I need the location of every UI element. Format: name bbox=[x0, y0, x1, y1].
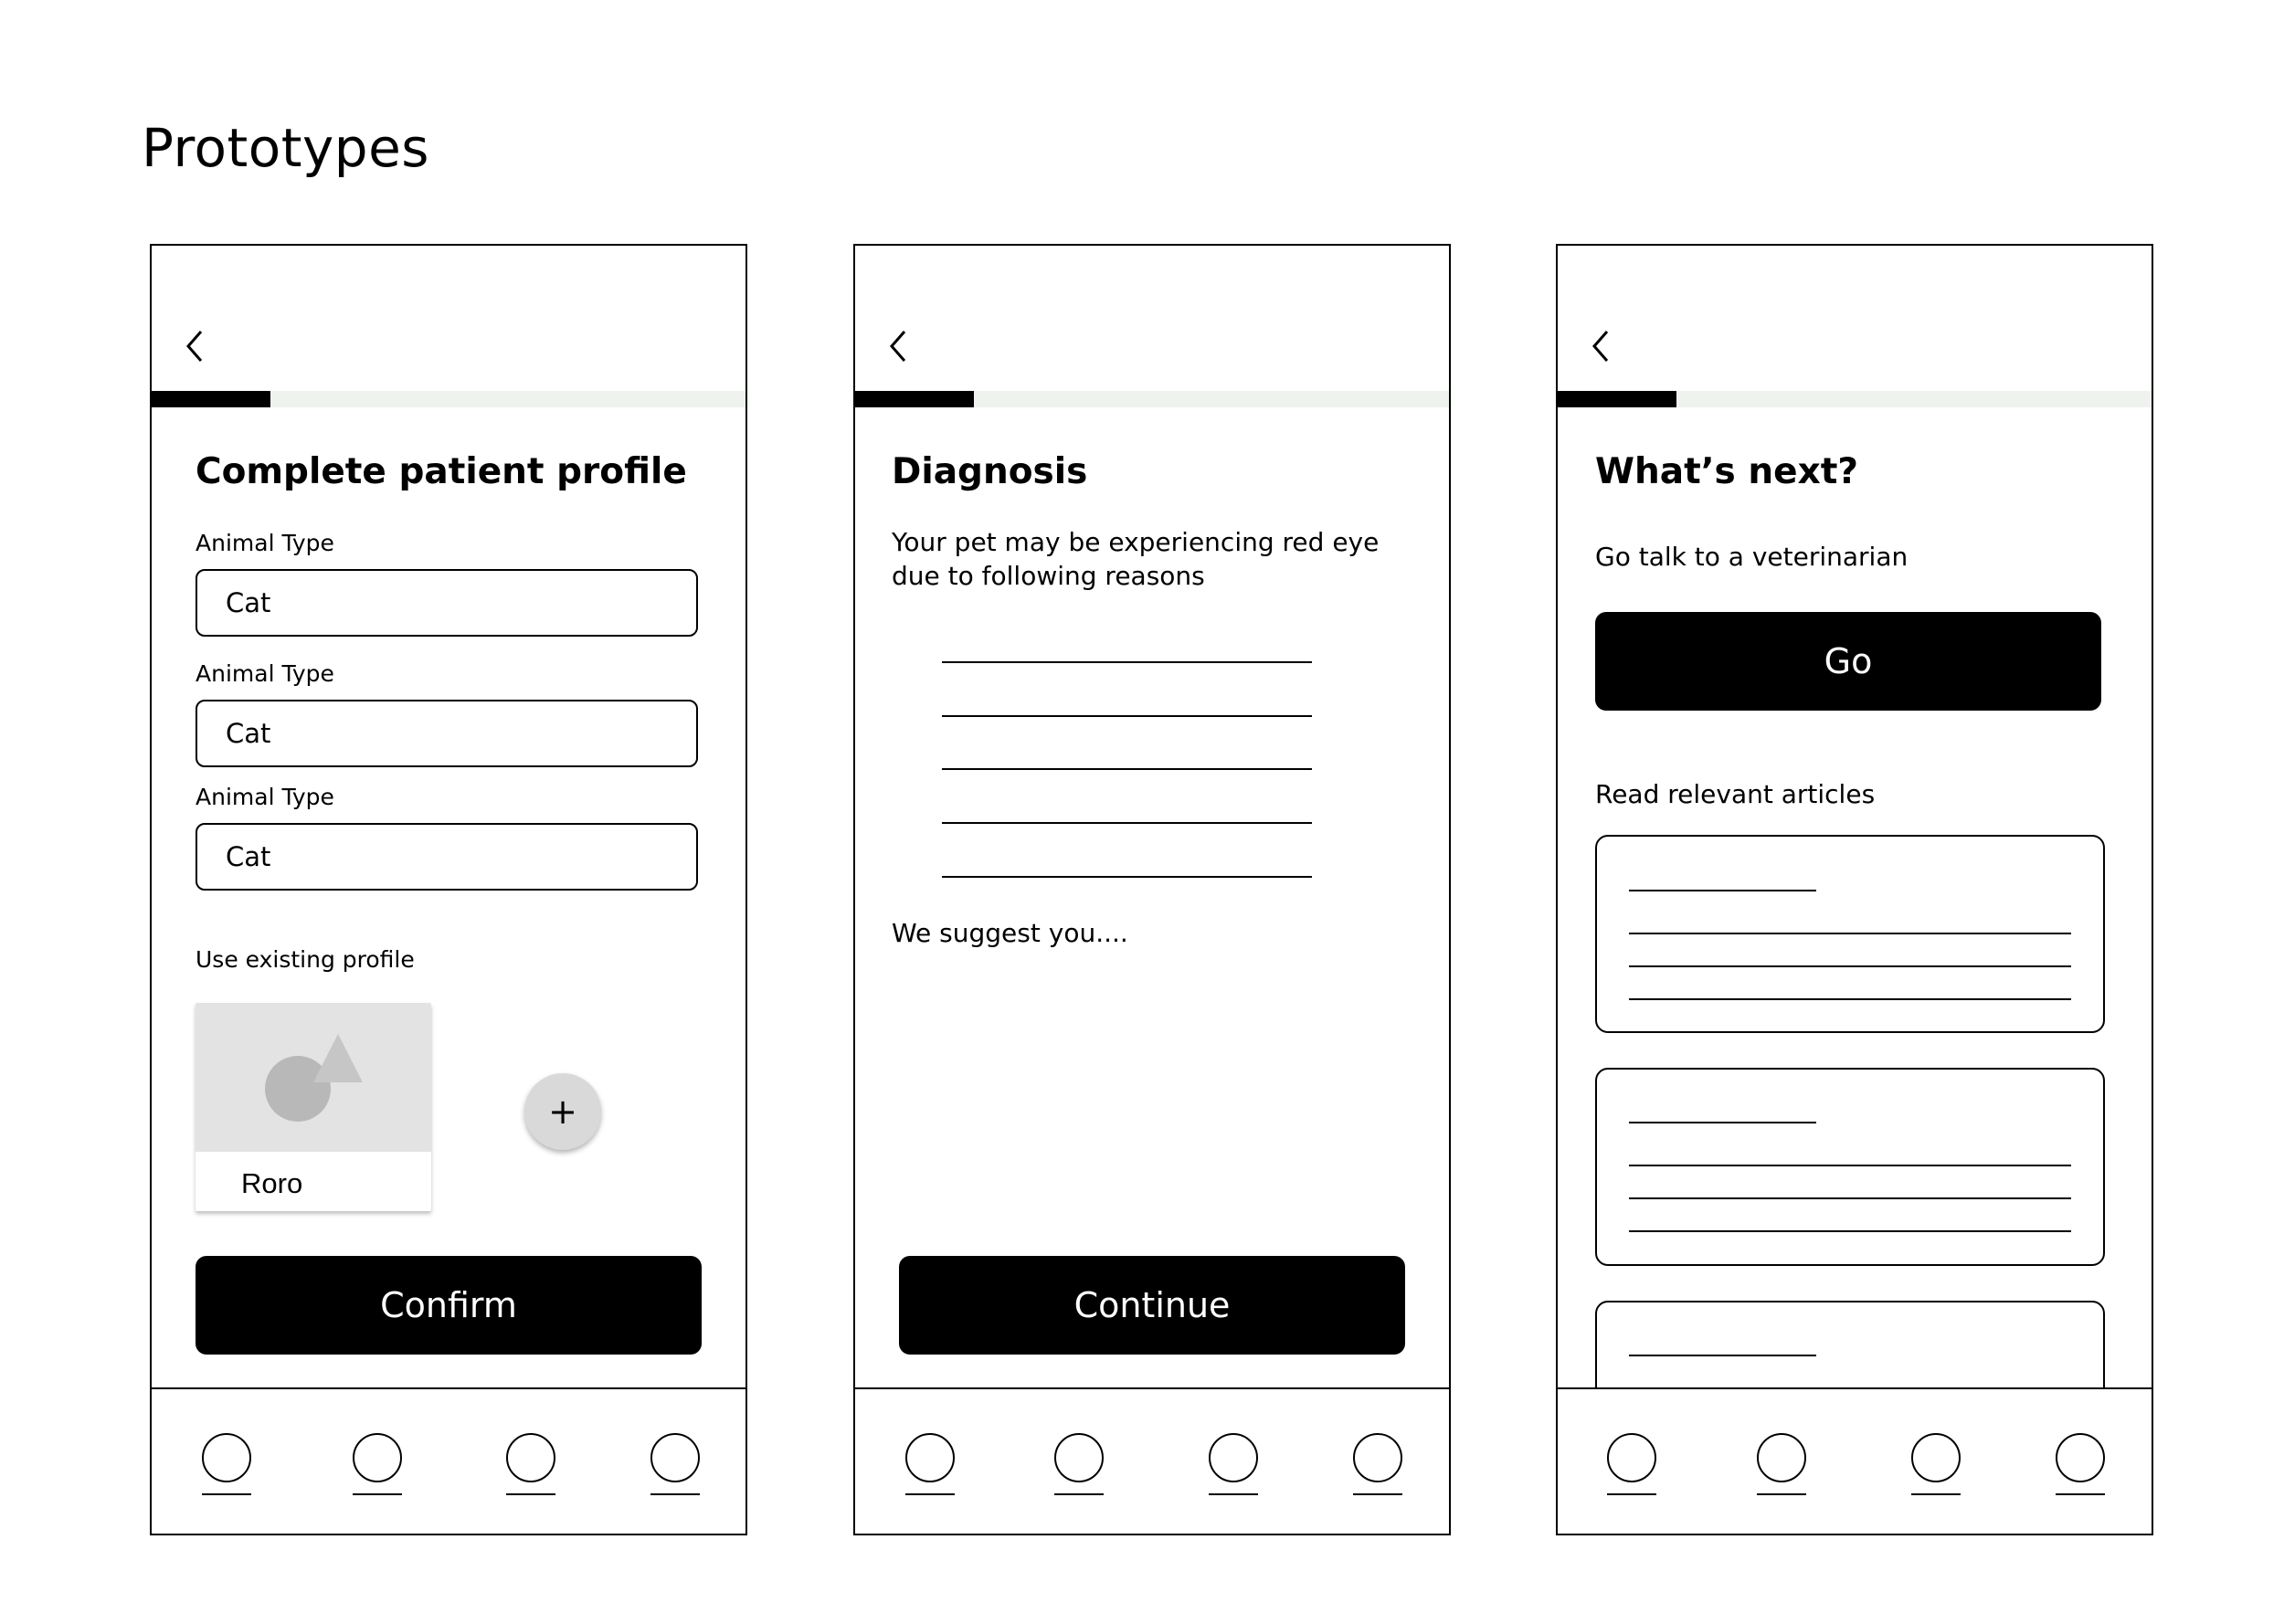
nav-circle-icon bbox=[1054, 1433, 1104, 1482]
diagnosis-description-line: Your pet may be experiencing red eye bbox=[892, 527, 1380, 557]
progress-fill bbox=[855, 391, 974, 407]
phone-screen-whats-next bbox=[1556, 244, 2153, 1535]
phone-screen-patient-profile bbox=[150, 244, 747, 1535]
phone-screen-diagnosis bbox=[853, 244, 1451, 1535]
animal-type-label: Animal Type bbox=[196, 660, 334, 687]
nav-underline bbox=[202, 1493, 251, 1495]
nav-item[interactable] bbox=[1607, 1433, 1656, 1497]
page-title: Prototypes bbox=[142, 117, 430, 179]
progress-bar bbox=[1558, 391, 2152, 407]
nav-underline bbox=[1054, 1493, 1104, 1495]
reason-placeholder-line bbox=[942, 876, 1312, 878]
profile-card-image bbox=[196, 1003, 431, 1152]
suggestion-text: We suggest you.... bbox=[892, 918, 1128, 948]
progress-fill bbox=[152, 391, 270, 407]
plus-icon: + bbox=[548, 1091, 577, 1132]
diagnosis-description bbox=[892, 525, 1379, 593]
nav-circle-icon bbox=[2056, 1433, 2105, 1482]
bottom-nav bbox=[152, 1387, 745, 1534]
nav-item[interactable] bbox=[650, 1433, 700, 1497]
nav-item[interactable] bbox=[1054, 1433, 1104, 1497]
back-arrow-icon[interactable] bbox=[883, 326, 914, 366]
nav-underline bbox=[905, 1493, 955, 1495]
nav-circle-icon bbox=[1353, 1433, 1402, 1482]
nav-circle-icon bbox=[650, 1433, 700, 1482]
article-text-line bbox=[1629, 1197, 2071, 1199]
reason-placeholder-line bbox=[942, 768, 1312, 770]
article-card[interactable] bbox=[1595, 1068, 2105, 1266]
progress-bar bbox=[152, 391, 745, 407]
animal-type-input[interactable] bbox=[196, 700, 698, 767]
nav-underline bbox=[2056, 1493, 2105, 1495]
nav-circle-icon bbox=[1209, 1433, 1258, 1482]
confirm-button[interactable]: Confirm bbox=[196, 1256, 702, 1355]
animal-type-label: Animal Type bbox=[196, 784, 334, 810]
bottom-nav bbox=[855, 1387, 1449, 1534]
nav-item[interactable] bbox=[506, 1433, 555, 1497]
nav-item[interactable] bbox=[1209, 1433, 1258, 1497]
nav-underline bbox=[353, 1493, 402, 1495]
nav-item[interactable] bbox=[2056, 1433, 2105, 1497]
nav-item[interactable] bbox=[905, 1433, 955, 1497]
screen-title: Complete patient profile bbox=[196, 451, 687, 492]
nav-circle-icon bbox=[1757, 1433, 1806, 1482]
article-title-line bbox=[1629, 1355, 1816, 1356]
nav-circle-icon bbox=[1607, 1433, 1656, 1482]
reason-placeholder-line bbox=[942, 715, 1312, 717]
nav-underline bbox=[1911, 1493, 1961, 1495]
article-text-line bbox=[1629, 933, 2071, 934]
article-title-line bbox=[1629, 1122, 1816, 1123]
diagnosis-description-line: due to following reasons bbox=[892, 561, 1205, 591]
back-arrow-icon[interactable] bbox=[1585, 326, 1616, 366]
nav-underline bbox=[1757, 1493, 1806, 1495]
nav-underline bbox=[1607, 1493, 1656, 1495]
nav-circle-icon bbox=[1911, 1433, 1961, 1482]
animal-type-input[interactable] bbox=[196, 823, 698, 891]
animal-type-label: Animal Type bbox=[196, 530, 334, 556]
add-profile-button[interactable] bbox=[524, 1073, 601, 1150]
progress-bar bbox=[855, 391, 1449, 407]
article-text-line bbox=[1629, 965, 2071, 967]
nav-underline bbox=[650, 1493, 700, 1495]
nav-item[interactable] bbox=[1757, 1433, 1806, 1497]
nav-underline bbox=[506, 1493, 555, 1495]
nav-circle-icon bbox=[353, 1433, 402, 1482]
vet-prompt-text: Go talk to a veterinarian bbox=[1595, 542, 1909, 572]
profile-card[interactable] bbox=[196, 1003, 431, 1211]
back-arrow-icon[interactable] bbox=[179, 326, 210, 366]
profile-name: Roro bbox=[241, 1167, 303, 1199]
image-placeholder-icon bbox=[196, 1003, 431, 1152]
continue-button[interactable]: Continue bbox=[899, 1256, 1405, 1355]
nav-item[interactable] bbox=[1911, 1433, 1961, 1497]
nav-underline bbox=[1209, 1493, 1258, 1495]
articles-label: Read relevant articles bbox=[1595, 779, 1876, 809]
progress-fill bbox=[1558, 391, 1676, 407]
go-button[interactable]: Go bbox=[1595, 612, 2101, 711]
screen-title: Diagnosis bbox=[892, 451, 1088, 492]
article-title-line bbox=[1629, 890, 1816, 891]
nav-underline bbox=[1353, 1493, 1402, 1495]
animal-type-input[interactable] bbox=[196, 569, 698, 637]
nav-item[interactable] bbox=[202, 1433, 251, 1497]
nav-circle-icon bbox=[506, 1433, 555, 1482]
reason-placeholder-line bbox=[942, 822, 1312, 824]
nav-item[interactable] bbox=[353, 1433, 402, 1497]
nav-circle-icon bbox=[905, 1433, 955, 1482]
article-card[interactable] bbox=[1595, 835, 2105, 1033]
reason-placeholder-line bbox=[942, 661, 1312, 663]
nav-circle-icon bbox=[202, 1433, 251, 1482]
use-existing-profile-label: Use existing profile bbox=[196, 946, 415, 973]
bottom-nav bbox=[1558, 1387, 2152, 1534]
article-text-line bbox=[1629, 1165, 2071, 1166]
screen-title: What’s next? bbox=[1595, 451, 1858, 492]
article-text-line bbox=[1629, 1230, 2071, 1232]
nav-item[interactable] bbox=[1353, 1433, 1402, 1497]
article-text-line bbox=[1629, 998, 2071, 1000]
